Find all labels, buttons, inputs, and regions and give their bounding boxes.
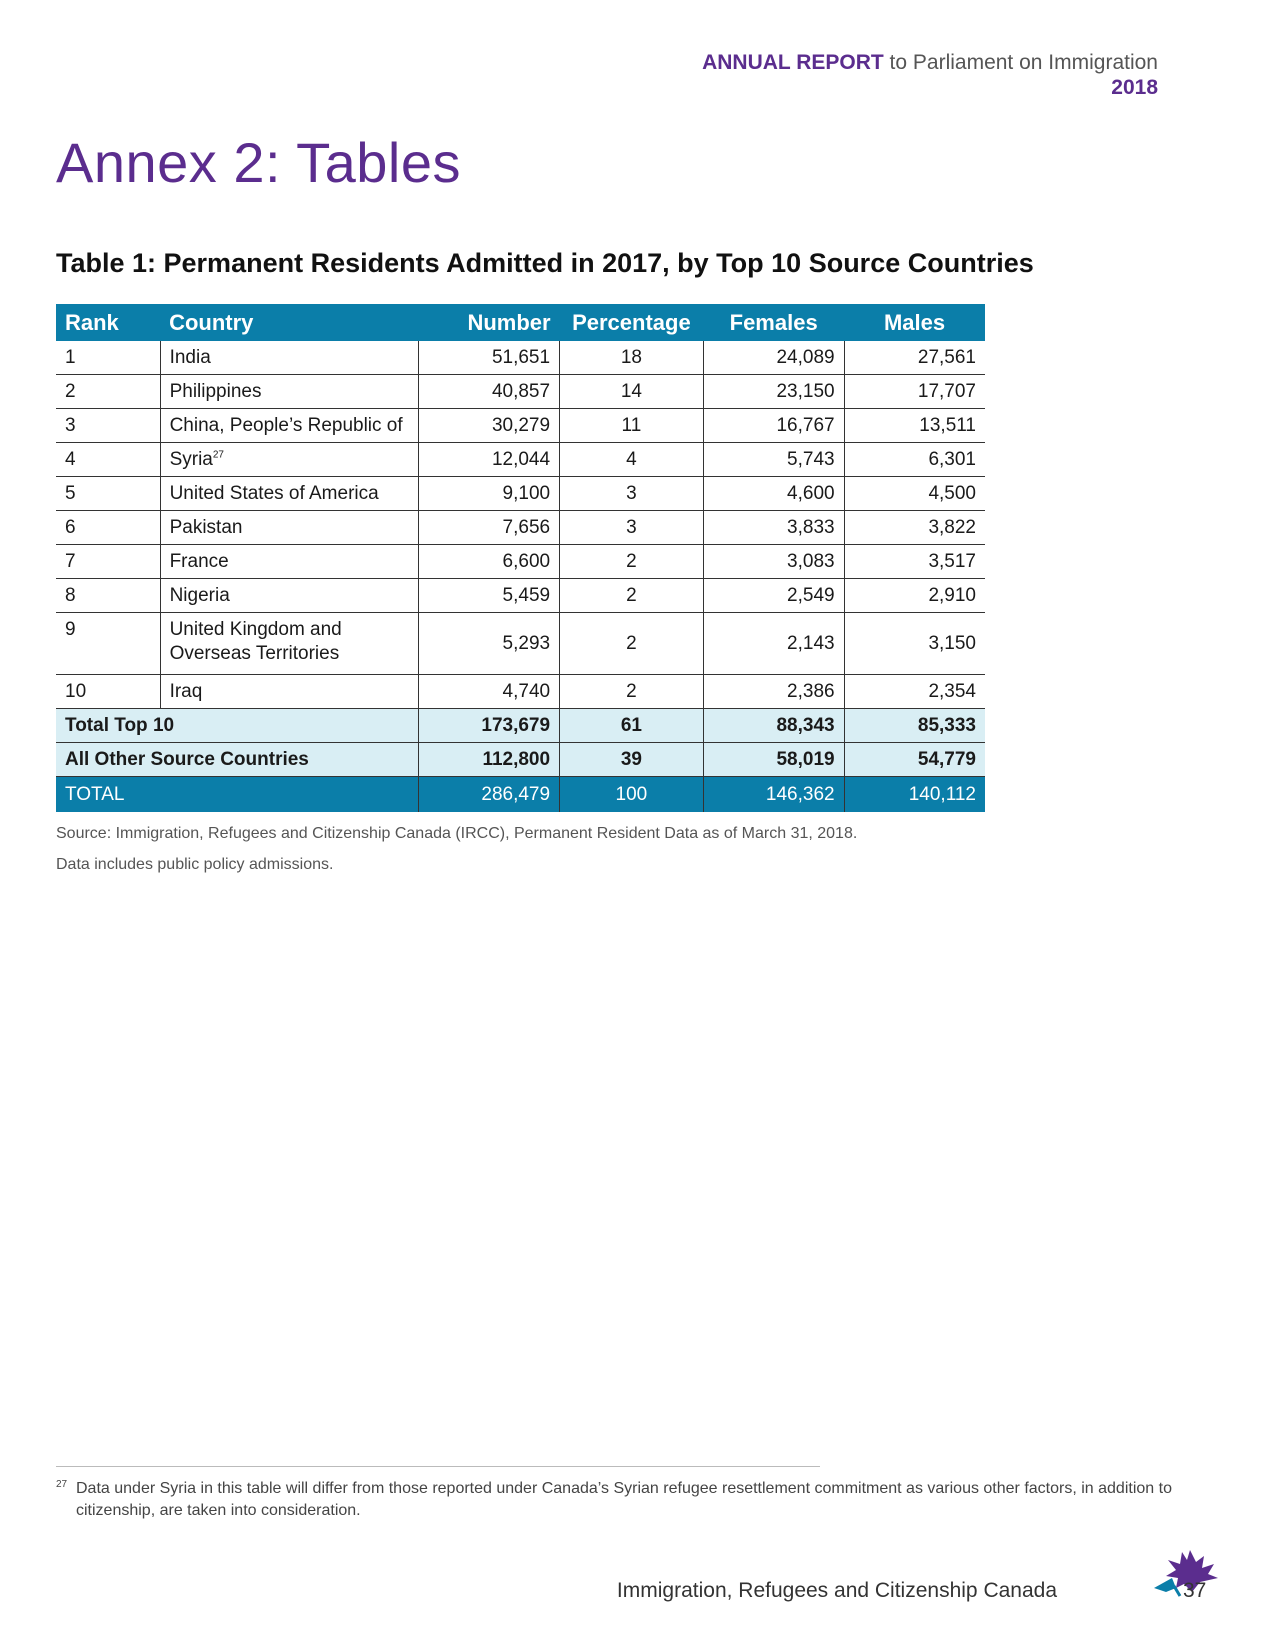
country-cell: India <box>160 341 419 375</box>
country-cell: Iraq <box>160 675 419 709</box>
page-number: 37 <box>1183 1579 1207 1602</box>
row-label: Total Top 10 <box>56 709 419 743</box>
females-cell: 146,362 <box>703 777 844 813</box>
percentage-cell: 18 <box>560 341 704 375</box>
source-note: Source: Immigration, Refugees and Citizenship Canada (IRCC), Permanent Resident Data as of March 31, 2018. <box>56 825 858 842</box>
males-cell: 3,517 <box>844 545 985 579</box>
header-year: 2018 <box>1111 76 1158 99</box>
table-row <box>56 511 985 545</box>
males-cell: 85,333 <box>844 709 985 743</box>
females-cell: 24,089 <box>703 341 844 375</box>
table-row <box>56 545 985 579</box>
females-cell: 2,386 <box>703 675 844 709</box>
percentage-cell: 14 <box>560 375 704 409</box>
grand-total-row <box>56 777 985 813</box>
country-name-line-1: United Kingdom and <box>169 619 342 640</box>
males-cell: 3,150 <box>844 613 985 675</box>
females-cell: 88,343 <box>703 709 844 743</box>
females-cell: 5,743 <box>703 443 844 477</box>
table-row <box>56 375 985 409</box>
policy-note: Data includes public policy admissions. <box>56 856 334 873</box>
percentage-cell: 100 <box>560 777 704 813</box>
footer-organization: Immigration, Refugees and Citizenship Canada <box>616 1579 1057 1602</box>
males-cell: 54,779 <box>844 743 985 777</box>
number-cell: 30,279 <box>419 409 560 443</box>
table-caption: Table 1: Permanent Residents Admitted in 2017, by Top 10 Source Countries <box>56 248 1034 278</box>
table-row <box>56 409 985 443</box>
number-cell: 9,100 <box>419 477 560 511</box>
males-cell: 27,561 <box>844 341 985 375</box>
country-cell: Nigeria <box>160 579 419 613</box>
column-header-percentage: Percentage <box>560 304 704 341</box>
table-header-row <box>56 304 985 341</box>
table-row <box>56 477 985 511</box>
number-cell: 4,740 <box>419 675 560 709</box>
percentage-cell: 2 <box>560 675 704 709</box>
table-row <box>56 579 985 613</box>
footnote <box>56 1478 1226 1522</box>
females-cell: 58,019 <box>703 743 844 777</box>
number-cell: 112,800 <box>419 743 560 777</box>
table-row <box>56 675 985 709</box>
permanent-residents-table <box>56 304 985 812</box>
number-cell: 173,679 <box>419 709 560 743</box>
rank-cell: 7 <box>56 545 160 579</box>
males-cell: 4,500 <box>844 477 985 511</box>
footnote-text: Data under Syria in this table will differ from those reported under Canada’s Syrian refugee resettlement commitment as various other factors, in addition to citizenship, are taken into consideration. <box>76 1480 1172 1519</box>
males-cell: 140,112 <box>844 777 985 813</box>
footnote-marker: 27 <box>56 1479 68 1490</box>
rank-cell: 3 <box>56 409 160 443</box>
females-cell: 4,600 <box>703 477 844 511</box>
page-title: Annex 2: Tables <box>56 131 461 194</box>
table-row <box>56 613 985 675</box>
females-cell: 3,083 <box>703 545 844 579</box>
percentage-cell: 3 <box>560 477 704 511</box>
percentage-cell: 3 <box>560 511 704 545</box>
rank-cell: 8 <box>56 579 160 613</box>
country-cell: Philippines <box>160 375 419 409</box>
rank-cell: 4 <box>56 443 160 477</box>
total-top-10-row <box>56 709 985 743</box>
row-label: All Other Source Countries <box>56 743 419 777</box>
country-cell: China, People’s Republic of <box>160 409 419 443</box>
footnote-reference: 27 <box>212 449 224 461</box>
number-cell: 7,656 <box>419 511 560 545</box>
column-header-males: Males <box>844 304 985 341</box>
header-report-subtitle: to Parliament on Immigration <box>883 51 1158 74</box>
rank-cell: 6 <box>56 511 160 545</box>
rank-cell: 9 <box>56 613 160 675</box>
number-cell: 286,479 <box>419 777 560 813</box>
percentage-cell: 4 <box>560 443 704 477</box>
number-cell: 5,459 <box>419 579 560 613</box>
table-row <box>56 443 985 477</box>
females-cell: 3,833 <box>703 511 844 545</box>
country-cell <box>160 443 419 477</box>
column-header-country: Country <box>160 304 419 341</box>
females-cell: 2,549 <box>703 579 844 613</box>
percentage-cell: 2 <box>560 613 704 675</box>
column-header-females: Females <box>703 304 844 341</box>
table-row <box>56 341 985 375</box>
females-cell: 2,143 <box>703 613 844 675</box>
males-cell: 6,301 <box>844 443 985 477</box>
country-name-line-2: Overseas Territories <box>169 643 340 664</box>
rank-cell: 1 <box>56 341 160 375</box>
number-cell: 40,857 <box>419 375 560 409</box>
country-cell: Pakistan <box>160 511 419 545</box>
running-header <box>702 50 1158 100</box>
country-name: Syria <box>169 448 213 470</box>
column-header-rank: Rank <box>56 304 160 341</box>
males-cell: 13,511 <box>844 409 985 443</box>
percentage-cell: 2 <box>560 579 704 613</box>
rank-cell: 10 <box>56 675 160 709</box>
column-header-number: Number <box>419 304 560 341</box>
rank-cell: 5 <box>56 477 160 511</box>
females-cell: 16,767 <box>703 409 844 443</box>
males-cell: 3,822 <box>844 511 985 545</box>
number-cell: 12,044 <box>419 443 560 477</box>
percentage-cell: 61 <box>560 709 704 743</box>
males-cell: 2,910 <box>844 579 985 613</box>
header-report-label: ANNUAL REPORT <box>702 51 884 74</box>
number-cell: 6,600 <box>419 545 560 579</box>
females-cell: 23,150 <box>703 375 844 409</box>
country-cell <box>160 613 419 675</box>
row-label: TOTAL <box>56 777 419 813</box>
number-cell: 51,651 <box>419 341 560 375</box>
percentage-cell: 2 <box>560 545 704 579</box>
all-other-countries-row <box>56 743 985 777</box>
percentage-cell: 11 <box>560 409 704 443</box>
country-cell: France <box>160 545 419 579</box>
country-cell: United States of America <box>160 477 419 511</box>
footnote-divider <box>56 1466 820 1467</box>
males-cell: 2,354 <box>844 675 985 709</box>
rank-cell: 2 <box>56 375 160 409</box>
number-cell: 5,293 <box>419 613 560 675</box>
percentage-cell: 39 <box>560 743 704 777</box>
males-cell: 17,707 <box>844 375 985 409</box>
